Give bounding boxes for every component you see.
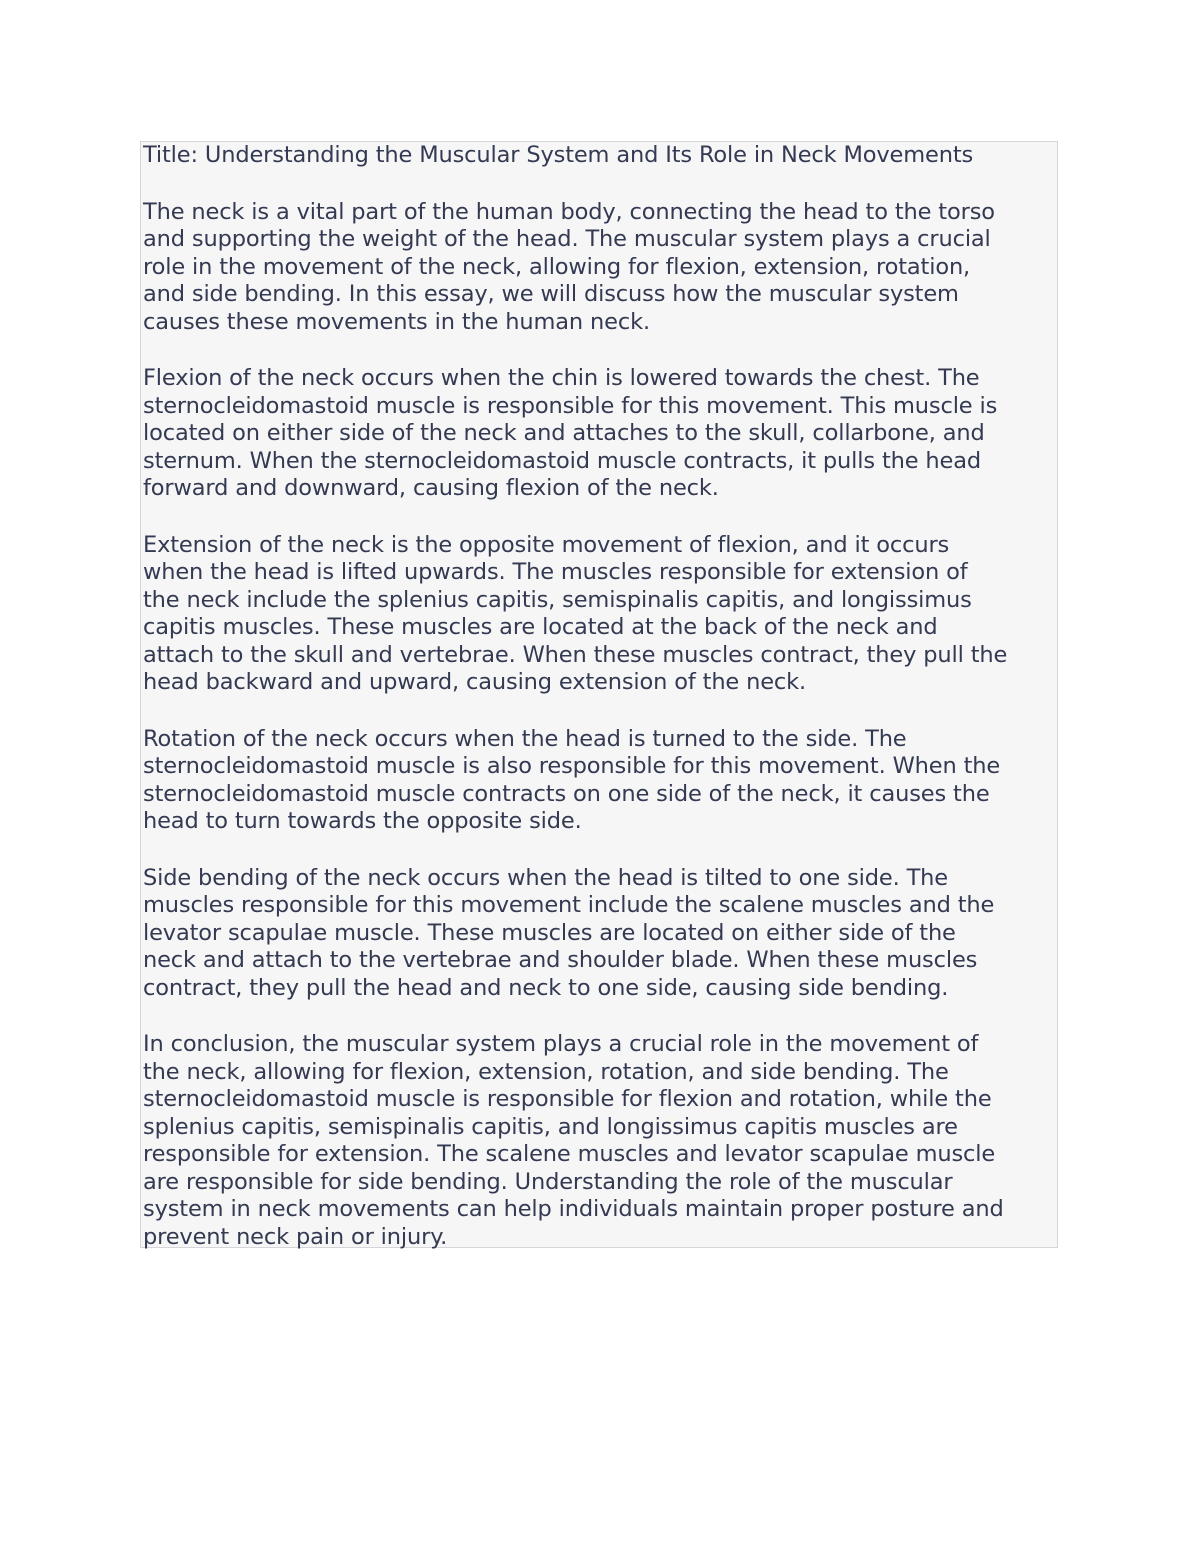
paragraph-intro: The neck is a vital part of the human body, connecting the head to the torso and supporting the weight of the head. The muscular system plays a crucial role in the movement of the neck, allowing for flexion, extension, rotation, and side bending. In this essay, we will discuss how the muscular system causes these movements in the human neck. (143, 198, 995, 335)
paragraph-spacer (143, 503, 1057, 532)
paragraph-spacer (143, 836, 1057, 865)
paragraph-spacer (143, 336, 1057, 365)
paragraph-rotation: Rotation of the neck occurs when the head is turned to the side. The sternocleidomastoid muscle is also responsible for this movement. When the sternocleidomastoid muscle contracts on one side of the neck, it causes the head to turn towards the opposite side. (143, 725, 1001, 834)
paragraph-side-bending: Side bending of the neck occurs when the head is tilted to one side. The muscles responsible for this movement include the scalene muscles and the levator scapulae muscle. These muscles are located on either side of the neck and attach to the vertebrae and shoulder blade. When these muscles contract, they pull the head and neck to one side, causing side bending. (143, 864, 995, 1001)
paragraph-conclusion: In conclusion, the muscular system plays a crucial role in the movement of the neck, allowing for flexion, extension, rotation, and side bending. The sternocleidomastoid muscle is responsible for flexion and rotation, while the splenius capitis, semispinalis capitis, and longissimus capitis muscles are responsible for extension. The scalene muscles and levator scapulae muscle are responsible for side bending. Understanding the role of the muscular system in neck movements can help individuals maintain proper posture and prevent neck pain or injury. (143, 1031, 1004, 1250)
paragraph-extension: Extension of the neck is the opposite movement of flexion, and it occurs when the head is lifted upwards. The muscles responsible for extension of the neck include the splenius capitis, semispinalis capitis, and longissimus capitis muscles. These muscles are located at the back of the neck and attach to the skull and vertebrae. When these muscles contract, they pull the head backward and upward, causing extension of the neck. (143, 531, 1008, 695)
essay-title: Title: Understanding the Muscular System and Its Role in Neck Movements (143, 142, 974, 168)
paragraph-spacer (143, 697, 1057, 726)
essay-text-box (140, 141, 1058, 1248)
paragraph-spacer (143, 170, 1057, 199)
paragraph-spacer (143, 1002, 1057, 1031)
paragraph-flexion: Flexion of the neck occurs when the chin is lowered towards the chest. The sternocleidomastoid muscle is responsible for this movement. This muscle is located on either side of the neck and attaches to the skull, collarbone, and sternum. When the sternocleidomastoid muscle contracts, it pulls the head forward and downward, causing flexion of the neck. (143, 365, 998, 501)
